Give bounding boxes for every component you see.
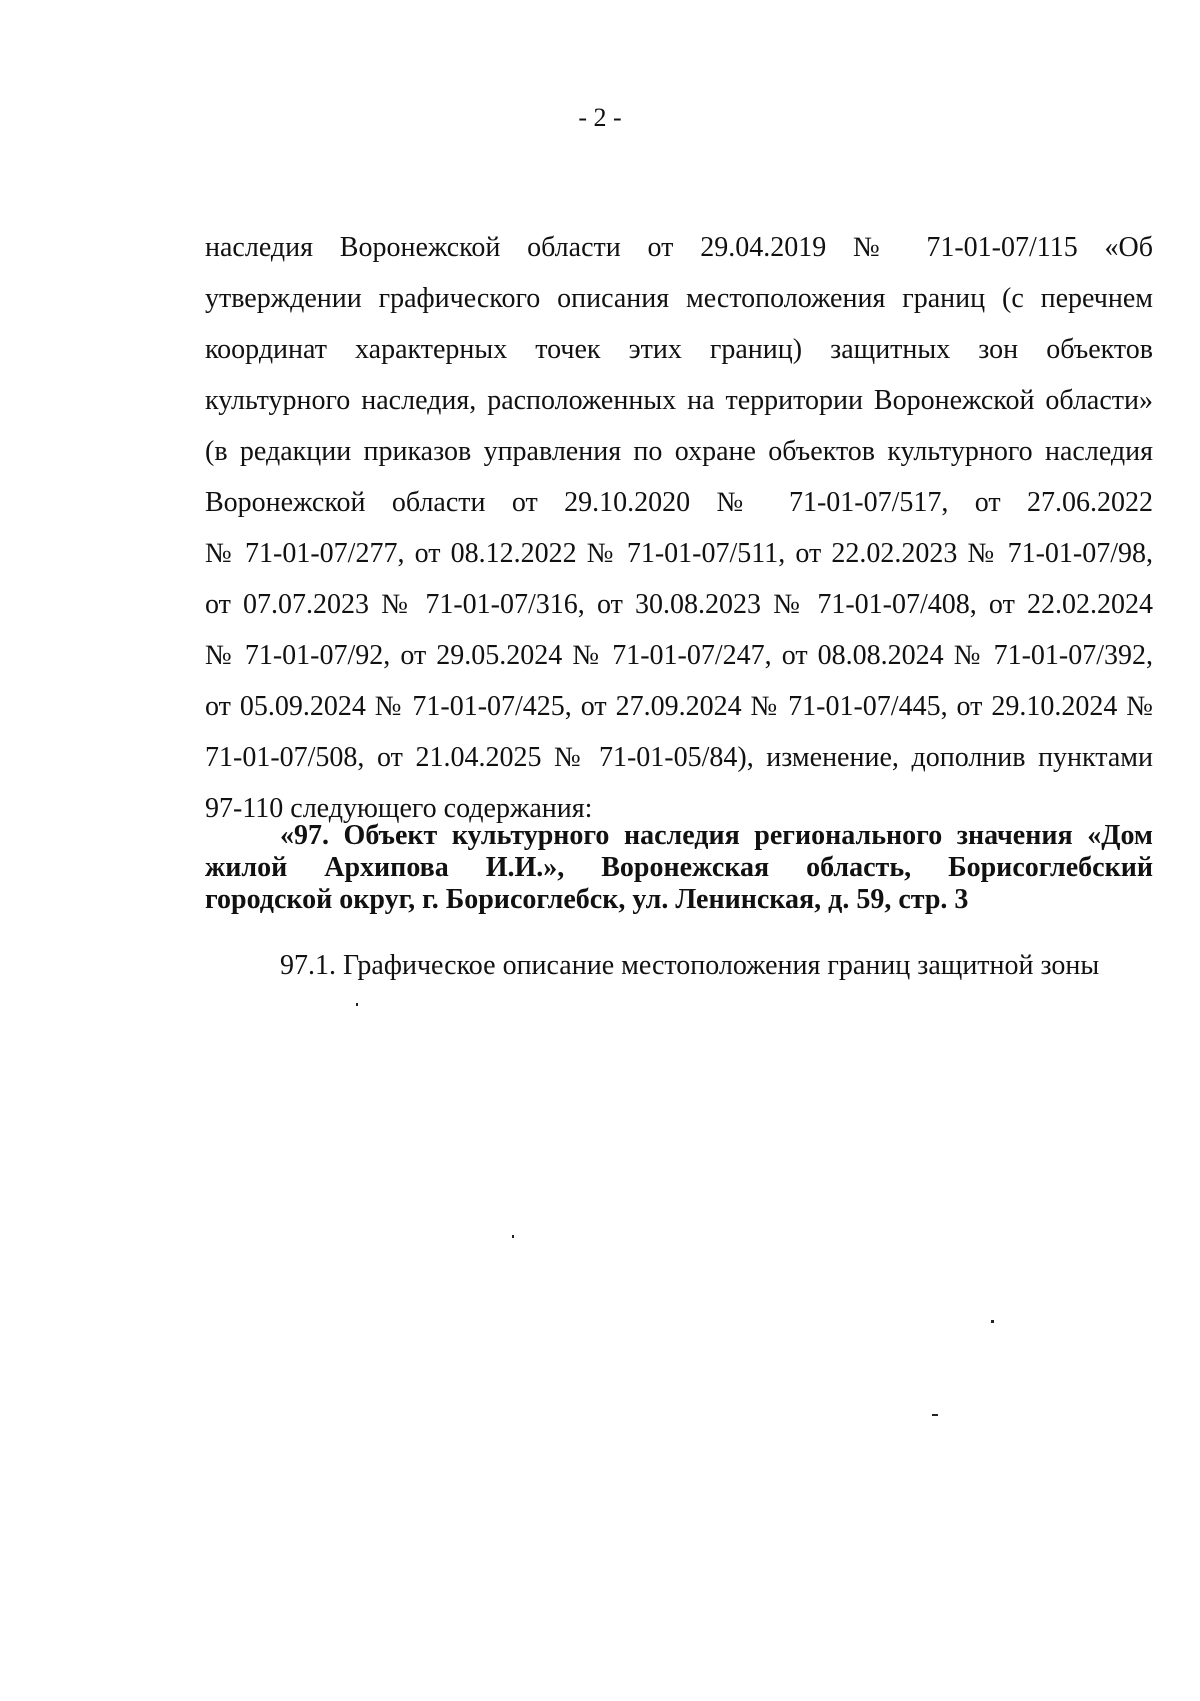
- body-line: 97-110 следующего содержания:: [205, 793, 593, 824]
- scan-speck: [512, 1235, 514, 1238]
- body-line: (в редакции приказов управления по охране объектов культурного наследия: [205, 436, 1153, 467]
- body-line: утверждении графического описания местоположения границ (с перечнем: [205, 283, 1153, 314]
- body-line: культурного наследия, расположенных на территории Воронежской области»: [205, 385, 1153, 416]
- body-paragraph: [205, 222, 1153, 834]
- body-line: координат характерных точек этих границ) защитных зон объектов: [205, 334, 1153, 365]
- body-line: от 07.07.2023 № 71-01-07/316, от 30.08.2023 № 71-01-07/408, от 22.02.2024: [205, 589, 1153, 620]
- scan-speck: [932, 1414, 938, 1416]
- section-heading: [205, 820, 1153, 916]
- scan-speck: [356, 1003, 358, 1006]
- body-line: от 05.09.2024 № 71-01-07/425, от 27.09.2024 № 71-01-07/445, от 29.10.2024 №: [205, 691, 1153, 722]
- body-line: № 71-01-07/92, от 29.05.2024 № 71-01-07/247, от 08.08.2024 № 71-01-07/392,: [205, 640, 1153, 671]
- heading-line: городской округ, г. Борисоглебск, ул. Ленинская, д. 59, стр. 3: [205, 884, 969, 915]
- page-number: - 2 -: [578, 103, 622, 132]
- heading-line: жилой Архипова И.И.», Воронежская область, Борисоглебский: [205, 852, 1153, 883]
- body-line: № 71-01-07/277, от 08.12.2022 № 71-01-07/511, от 22.02.2023 № 71-01-07/98,: [205, 538, 1153, 569]
- body-line: 71-01-07/508, от 21.04.2025 № 71-01-05/84), изменение, дополнив пунктами: [205, 742, 1153, 773]
- body-line: Воронежской области от 29.10.2020 № 71-01-07/517, от 27.06.2022: [205, 487, 1153, 518]
- subpoint-title: 97.1. Графическое описание местоположения границ защитной зоны: [280, 950, 1100, 981]
- heading-line: «97. Объект культурного наследия регионального значения «Дом: [280, 820, 1153, 851]
- scan-speck: [991, 1320, 994, 1323]
- body-line: наследия Воронежской области от 29.04.2019 № 71-01-07/115 «Об: [205, 232, 1153, 263]
